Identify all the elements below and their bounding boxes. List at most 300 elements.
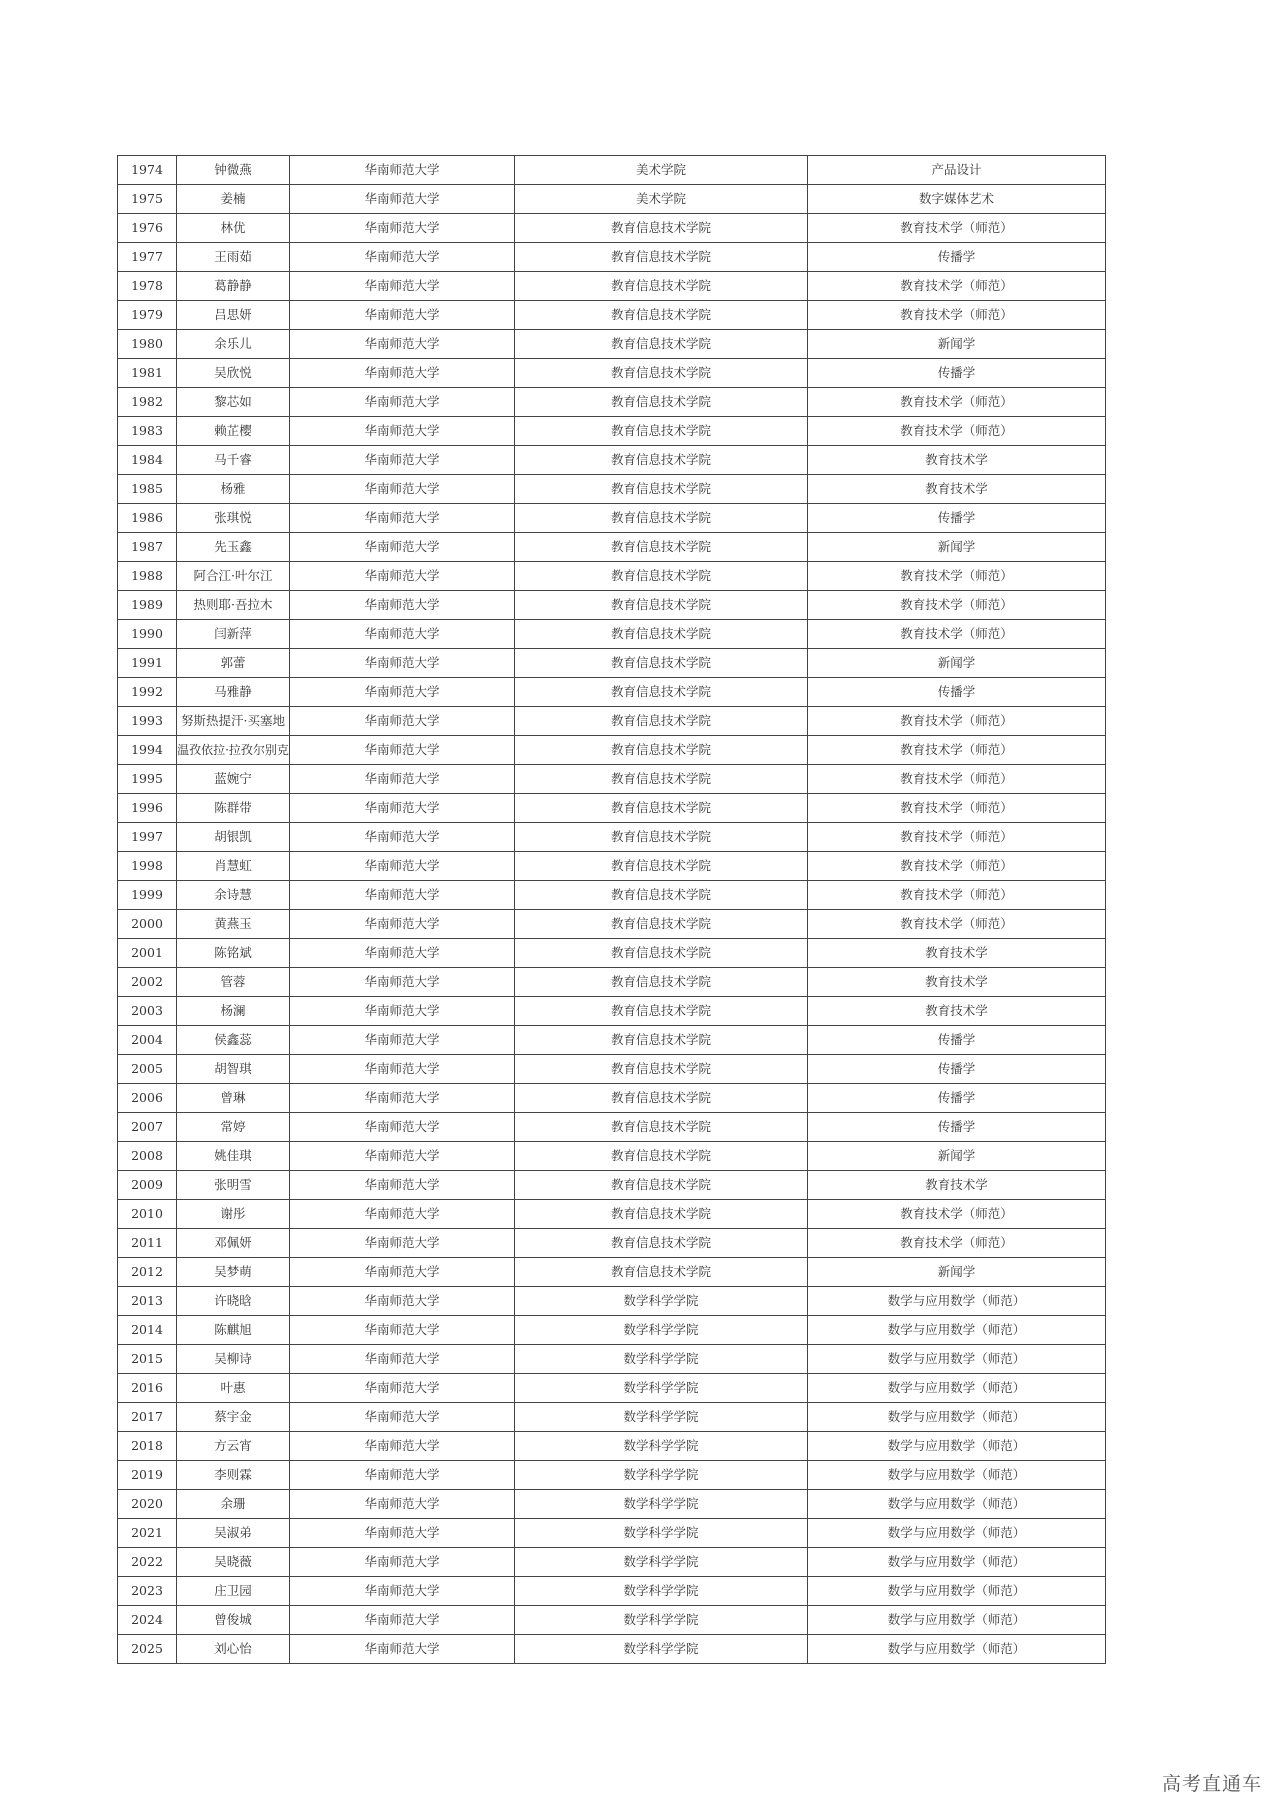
table-row (118, 591, 1106, 620)
row-number-cell: 1992 (118, 678, 177, 707)
row-number-cell: 2020 (118, 1490, 177, 1519)
major-name-cell: 新闻学 (808, 649, 1106, 678)
university-name-cell: 华南师范大学 (290, 1403, 515, 1432)
college-name-cell: 教育信息技术学院 (515, 881, 808, 910)
major-name-cell: 数字媒体艺术 (808, 185, 1106, 214)
student-name-cell: 陈铭斌 (177, 939, 290, 968)
major-name-cell: 教育技术学（师范） (808, 823, 1106, 852)
row-number-cell: 2024 (118, 1606, 177, 1635)
university-name-cell: 华南师范大学 (290, 736, 515, 765)
college-name-cell: 美术学院 (515, 156, 808, 185)
university-name-cell: 华南师范大学 (290, 330, 515, 359)
table-row (118, 156, 1106, 185)
college-name-cell: 教育信息技术学院 (515, 388, 808, 417)
student-name-cell: 余诗慧 (177, 881, 290, 910)
row-number-cell: 2003 (118, 997, 177, 1026)
major-name-cell: 传播学 (808, 1113, 1106, 1142)
college-name-cell: 教育信息技术学院 (515, 214, 808, 243)
table-row (118, 765, 1106, 794)
row-number-cell: 1989 (118, 591, 177, 620)
university-name-cell: 华南师范大学 (290, 504, 515, 533)
table-row (118, 1577, 1106, 1606)
row-number-cell: 1990 (118, 620, 177, 649)
student-name-cell: 张琪悦 (177, 504, 290, 533)
row-number-cell: 1977 (118, 243, 177, 272)
table-row (118, 1142, 1106, 1171)
college-name-cell: 教育信息技术学院 (515, 939, 808, 968)
major-name-cell: 传播学 (808, 504, 1106, 533)
major-name-cell: 教育技术学（师范） (808, 562, 1106, 591)
major-name-cell: 教育技术学 (808, 475, 1106, 504)
table-row (118, 446, 1106, 475)
table-row (118, 1374, 1106, 1403)
university-name-cell: 华南师范大学 (290, 272, 515, 301)
student-name-cell: 许晓晗 (177, 1287, 290, 1316)
major-name-cell: 教育技术学（师范） (808, 1229, 1106, 1258)
major-name-cell: 教育技术学（师范） (808, 214, 1106, 243)
college-name-cell: 教育信息技术学院 (515, 1113, 808, 1142)
university-name-cell: 华南师范大学 (290, 156, 515, 185)
college-name-cell: 数学科学学院 (515, 1635, 808, 1664)
major-name-cell: 传播学 (808, 243, 1106, 272)
college-name-cell: 教育信息技术学院 (515, 417, 808, 446)
table-row (118, 301, 1106, 330)
student-name-cell: 黄燕玉 (177, 910, 290, 939)
college-name-cell: 教育信息技术学院 (515, 910, 808, 939)
student-name-cell: 胡智琪 (177, 1055, 290, 1084)
table-row (118, 1403, 1106, 1432)
student-name-cell: 吴梦萌 (177, 1258, 290, 1287)
table-row (118, 1084, 1106, 1113)
table-row (118, 939, 1106, 968)
college-name-cell: 教育信息技术学院 (515, 243, 808, 272)
college-name-cell: 数学科学学院 (515, 1606, 808, 1635)
college-name-cell: 教育信息技术学院 (515, 1026, 808, 1055)
row-number-cell: 1978 (118, 272, 177, 301)
student-name-cell: 曾琳 (177, 1084, 290, 1113)
university-name-cell: 华南师范大学 (290, 707, 515, 736)
university-name-cell: 华南师范大学 (290, 1461, 515, 1490)
student-name-cell: 余珊 (177, 1490, 290, 1519)
major-name-cell: 传播学 (808, 1026, 1106, 1055)
table-row (118, 185, 1106, 214)
college-name-cell: 教育信息技术学院 (515, 852, 808, 881)
table-row (118, 1519, 1106, 1548)
student-list-table (117, 155, 1106, 1664)
major-name-cell: 教育技术学（师范） (808, 620, 1106, 649)
major-name-cell: 新闻学 (808, 330, 1106, 359)
college-name-cell: 教育信息技术学院 (515, 446, 808, 475)
student-name-cell: 马千睿 (177, 446, 290, 475)
table-row (118, 1606, 1106, 1635)
table-row (118, 1026, 1106, 1055)
table-row (118, 1461, 1106, 1490)
table-row (118, 823, 1106, 852)
college-name-cell: 教育信息技术学院 (515, 1258, 808, 1287)
college-name-cell: 教育信息技术学院 (515, 504, 808, 533)
student-name-cell: 林优 (177, 214, 290, 243)
college-name-cell: 教育信息技术学院 (515, 1200, 808, 1229)
major-name-cell: 数学与应用数学（师范） (808, 1287, 1106, 1316)
university-name-cell: 华南师范大学 (290, 1606, 515, 1635)
table-row (118, 1200, 1106, 1229)
row-number-cell: 1996 (118, 794, 177, 823)
college-name-cell: 美术学院 (515, 185, 808, 214)
major-name-cell: 教育技术学（师范） (808, 1200, 1106, 1229)
student-name-cell: 叶惠 (177, 1374, 290, 1403)
major-name-cell: 教育技术学 (808, 968, 1106, 997)
university-name-cell: 华南师范大学 (290, 1026, 515, 1055)
row-number-cell: 1982 (118, 388, 177, 417)
student-name-cell: 陈群带 (177, 794, 290, 823)
major-name-cell: 新闻学 (808, 1142, 1106, 1171)
student-name-cell: 吴晓薇 (177, 1548, 290, 1577)
table-row (118, 620, 1106, 649)
major-name-cell: 教育技术学 (808, 446, 1106, 475)
college-name-cell: 数学科学学院 (515, 1577, 808, 1606)
student-name-cell: 吴柳诗 (177, 1345, 290, 1374)
college-name-cell: 教育信息技术学院 (515, 301, 808, 330)
university-name-cell: 华南师范大学 (290, 475, 515, 504)
university-name-cell: 华南师范大学 (290, 243, 515, 272)
major-name-cell: 教育技术学（师范） (808, 852, 1106, 881)
row-number-cell: 2013 (118, 1287, 177, 1316)
university-name-cell: 华南师范大学 (290, 678, 515, 707)
major-name-cell: 数学与应用数学（师范） (808, 1490, 1106, 1519)
college-name-cell: 教育信息技术学院 (515, 1229, 808, 1258)
row-number-cell: 2005 (118, 1055, 177, 1084)
college-name-cell: 教育信息技术学院 (515, 649, 808, 678)
college-name-cell: 教育信息技术学院 (515, 1055, 808, 1084)
student-name-cell: 黎芯如 (177, 388, 290, 417)
student-name-cell: 阿合江·叶尔江 (177, 562, 290, 591)
table-row (118, 649, 1106, 678)
university-name-cell: 华南师范大学 (290, 1548, 515, 1577)
table-row (118, 1171, 1106, 1200)
college-name-cell: 数学科学学院 (515, 1287, 808, 1316)
student-name-cell: 先玉鑫 (177, 533, 290, 562)
university-name-cell: 华南师范大学 (290, 620, 515, 649)
university-name-cell: 华南师范大学 (290, 997, 515, 1026)
university-name-cell: 华南师范大学 (290, 388, 515, 417)
row-number-cell: 2025 (118, 1635, 177, 1664)
student-name-cell: 侯鑫蕊 (177, 1026, 290, 1055)
college-name-cell: 数学科学学院 (515, 1519, 808, 1548)
table-row (118, 1345, 1106, 1374)
row-number-cell: 1994 (118, 736, 177, 765)
table-row (118, 1548, 1106, 1577)
row-number-cell: 2022 (118, 1548, 177, 1577)
major-name-cell: 教育技术学（师范） (808, 707, 1106, 736)
university-name-cell: 华南师范大学 (290, 1287, 515, 1316)
student-name-cell: 方云宵 (177, 1432, 290, 1461)
student-name-cell: 李则霖 (177, 1461, 290, 1490)
student-name-cell: 闫新萍 (177, 620, 290, 649)
university-name-cell: 华南师范大学 (290, 1258, 515, 1287)
table-row (118, 910, 1106, 939)
major-name-cell: 数学与应用数学（师范） (808, 1577, 1106, 1606)
row-number-cell: 2004 (118, 1026, 177, 1055)
table-row (118, 707, 1106, 736)
table-row (118, 388, 1106, 417)
college-name-cell: 数学科学学院 (515, 1345, 808, 1374)
row-number-cell: 1984 (118, 446, 177, 475)
table-row (118, 968, 1106, 997)
row-number-cell: 1999 (118, 881, 177, 910)
row-number-cell: 1988 (118, 562, 177, 591)
row-number-cell: 1985 (118, 475, 177, 504)
university-name-cell: 华南师范大学 (290, 852, 515, 881)
student-name-cell: 温孜依拉·拉孜尔别克 (177, 736, 290, 765)
student-name-cell: 吴淑弟 (177, 1519, 290, 1548)
college-name-cell: 数学科学学院 (515, 1490, 808, 1519)
student-name-cell: 陈麒旭 (177, 1316, 290, 1345)
student-name-cell: 努斯热提汗·买塞地 (177, 707, 290, 736)
university-name-cell: 华南师范大学 (290, 301, 515, 330)
row-number-cell: 1983 (118, 417, 177, 446)
table-row (118, 1432, 1106, 1461)
college-name-cell: 教育信息技术学院 (515, 533, 808, 562)
university-name-cell: 华南师范大学 (290, 881, 515, 910)
college-name-cell: 数学科学学院 (515, 1316, 808, 1345)
university-name-cell: 华南师范大学 (290, 1577, 515, 1606)
major-name-cell: 数学与应用数学（师范） (808, 1316, 1106, 1345)
college-name-cell: 教育信息技术学院 (515, 765, 808, 794)
student-name-cell: 常婷 (177, 1113, 290, 1142)
student-name-cell: 赖芷樱 (177, 417, 290, 446)
major-name-cell: 数学与应用数学（师范） (808, 1432, 1106, 1461)
university-name-cell: 华南师范大学 (290, 214, 515, 243)
row-number-cell: 2010 (118, 1200, 177, 1229)
student-name-cell: 刘心怡 (177, 1635, 290, 1664)
university-name-cell: 华南师范大学 (290, 939, 515, 968)
student-name-cell: 蔡宇金 (177, 1403, 290, 1432)
college-name-cell: 教育信息技术学院 (515, 1171, 808, 1200)
row-number-cell: 2012 (118, 1258, 177, 1287)
university-name-cell: 华南师范大学 (290, 1171, 515, 1200)
university-name-cell: 华南师范大学 (290, 1200, 515, 1229)
university-name-cell: 华南师范大学 (290, 417, 515, 446)
university-name-cell: 华南师范大学 (290, 185, 515, 214)
student-name-cell: 杨雅 (177, 475, 290, 504)
college-name-cell: 教育信息技术学院 (515, 997, 808, 1026)
college-name-cell: 教育信息技术学院 (515, 272, 808, 301)
major-name-cell: 数学与应用数学（师范） (808, 1548, 1106, 1577)
student-name-cell: 葛静静 (177, 272, 290, 301)
college-name-cell: 教育信息技术学院 (515, 330, 808, 359)
row-number-cell: 1998 (118, 852, 177, 881)
student-name-cell: 姚佳琪 (177, 1142, 290, 1171)
student-name-cell: 谢彤 (177, 1200, 290, 1229)
row-number-cell: 1979 (118, 301, 177, 330)
table-body (118, 156, 1106, 1664)
table-row (118, 1287, 1106, 1316)
college-name-cell: 数学科学学院 (515, 1432, 808, 1461)
university-name-cell: 华南师范大学 (290, 562, 515, 591)
row-number-cell: 1986 (118, 504, 177, 533)
college-name-cell: 教育信息技术学院 (515, 794, 808, 823)
university-name-cell: 华南师范大学 (290, 968, 515, 997)
major-name-cell: 传播学 (808, 678, 1106, 707)
college-name-cell: 教育信息技术学院 (515, 562, 808, 591)
document-page (117, 155, 1105, 1664)
row-number-cell: 2006 (118, 1084, 177, 1113)
table-row (118, 1258, 1106, 1287)
table-row (118, 1229, 1106, 1258)
university-name-cell: 华南师范大学 (290, 359, 515, 388)
table-row (118, 359, 1106, 388)
row-number-cell: 2023 (118, 1577, 177, 1606)
student-name-cell: 郭蕾 (177, 649, 290, 678)
major-name-cell: 教育技术学（师范） (808, 272, 1106, 301)
student-name-cell: 热则耶·吾拉木 (177, 591, 290, 620)
table-row (118, 417, 1106, 446)
row-number-cell: 2017 (118, 1403, 177, 1432)
university-name-cell: 华南师范大学 (290, 1113, 515, 1142)
student-name-cell: 庄卫园 (177, 1577, 290, 1606)
university-name-cell: 华南师范大学 (290, 533, 515, 562)
university-name-cell: 华南师范大学 (290, 1345, 515, 1374)
major-name-cell: 教育技术学 (808, 1171, 1106, 1200)
college-name-cell: 教育信息技术学院 (515, 620, 808, 649)
student-name-cell: 余乐儿 (177, 330, 290, 359)
row-number-cell: 2011 (118, 1229, 177, 1258)
college-name-cell: 教育信息技术学院 (515, 678, 808, 707)
college-name-cell: 教育信息技术学院 (515, 1142, 808, 1171)
major-name-cell: 教育技术学（师范） (808, 301, 1106, 330)
student-name-cell: 曾俊城 (177, 1606, 290, 1635)
major-name-cell: 教育技术学（师范） (808, 910, 1106, 939)
row-number-cell: 2014 (118, 1316, 177, 1345)
table-row (118, 562, 1106, 591)
major-name-cell: 新闻学 (808, 533, 1106, 562)
row-number-cell: 1980 (118, 330, 177, 359)
major-name-cell: 数学与应用数学（师范） (808, 1403, 1106, 1432)
student-name-cell: 钟微燕 (177, 156, 290, 185)
university-name-cell: 华南师范大学 (290, 1142, 515, 1171)
table-row (118, 852, 1106, 881)
row-number-cell: 2001 (118, 939, 177, 968)
student-name-cell: 姜楠 (177, 185, 290, 214)
student-name-cell: 杨澜 (177, 997, 290, 1026)
student-name-cell: 胡银凯 (177, 823, 290, 852)
row-number-cell: 2021 (118, 1519, 177, 1548)
table-row (118, 475, 1106, 504)
row-number-cell: 2007 (118, 1113, 177, 1142)
major-name-cell: 数学与应用数学（师范） (808, 1519, 1106, 1548)
student-name-cell: 邓佩妍 (177, 1229, 290, 1258)
university-name-cell: 华南师范大学 (290, 1490, 515, 1519)
college-name-cell: 教育信息技术学院 (515, 1084, 808, 1113)
table-row (118, 272, 1106, 301)
college-name-cell: 教育信息技术学院 (515, 475, 808, 504)
college-name-cell: 教育信息技术学院 (515, 591, 808, 620)
college-name-cell: 教育信息技术学院 (515, 359, 808, 388)
table-row (118, 533, 1106, 562)
major-name-cell: 教育技术学（师范） (808, 736, 1106, 765)
university-name-cell: 华南师范大学 (290, 591, 515, 620)
major-name-cell: 数学与应用数学（师范） (808, 1461, 1106, 1490)
table-row (118, 1055, 1106, 1084)
university-name-cell: 华南师范大学 (290, 794, 515, 823)
college-name-cell: 数学科学学院 (515, 1403, 808, 1432)
table-row (118, 1490, 1106, 1519)
university-name-cell: 华南师范大学 (290, 1519, 515, 1548)
college-name-cell: 数学科学学院 (515, 1374, 808, 1403)
university-name-cell: 华南师范大学 (290, 446, 515, 475)
row-number-cell: 2000 (118, 910, 177, 939)
row-number-cell: 1987 (118, 533, 177, 562)
major-name-cell: 数学与应用数学（师范） (808, 1635, 1106, 1664)
row-number-cell: 1993 (118, 707, 177, 736)
table-row (118, 214, 1106, 243)
major-name-cell: 数学与应用数学（师范） (808, 1606, 1106, 1635)
university-name-cell: 华南师范大学 (290, 1084, 515, 1113)
university-name-cell: 华南师范大学 (290, 1229, 515, 1258)
university-name-cell: 华南师范大学 (290, 910, 515, 939)
major-name-cell: 传播学 (808, 1084, 1106, 1113)
university-name-cell: 华南师范大学 (290, 649, 515, 678)
major-name-cell: 教育技术学 (808, 939, 1106, 968)
row-number-cell: 2016 (118, 1374, 177, 1403)
table-row (118, 997, 1106, 1026)
table-row (118, 678, 1106, 707)
table-row (118, 881, 1106, 910)
table-row (118, 1635, 1106, 1664)
table-row (118, 794, 1106, 823)
table-row (118, 330, 1106, 359)
row-number-cell: 1981 (118, 359, 177, 388)
student-name-cell: 吴欣悦 (177, 359, 290, 388)
university-name-cell: 华南师范大学 (290, 1635, 515, 1664)
student-name-cell: 管蓉 (177, 968, 290, 997)
university-name-cell: 华南师范大学 (290, 1432, 515, 1461)
row-number-cell: 1997 (118, 823, 177, 852)
row-number-cell: 1976 (118, 214, 177, 243)
college-name-cell: 数学科学学院 (515, 1548, 808, 1577)
major-name-cell: 产品设计 (808, 156, 1106, 185)
college-name-cell: 教育信息技术学院 (515, 707, 808, 736)
student-name-cell: 王雨茹 (177, 243, 290, 272)
row-number-cell: 1975 (118, 185, 177, 214)
major-name-cell: 教育技术学（师范） (808, 417, 1106, 446)
student-name-cell: 吕思妍 (177, 301, 290, 330)
major-name-cell: 数学与应用数学（师范） (808, 1345, 1106, 1374)
row-number-cell: 2009 (118, 1171, 177, 1200)
major-name-cell: 教育技术学（师范） (808, 881, 1106, 910)
college-name-cell: 教育信息技术学院 (515, 968, 808, 997)
university-name-cell: 华南师范大学 (290, 765, 515, 794)
row-number-cell: 2015 (118, 1345, 177, 1374)
university-name-cell: 华南师范大学 (290, 1374, 515, 1403)
major-name-cell: 教育技术学（师范） (808, 591, 1106, 620)
table-row (118, 504, 1106, 533)
student-name-cell: 马雅静 (177, 678, 290, 707)
table-row (118, 243, 1106, 272)
table-row (118, 1113, 1106, 1142)
major-name-cell: 教育技术学（师范） (808, 794, 1106, 823)
major-name-cell: 传播学 (808, 359, 1106, 388)
college-name-cell: 教育信息技术学院 (515, 823, 808, 852)
university-name-cell: 华南师范大学 (290, 1316, 515, 1345)
major-name-cell: 教育技术学（师范） (808, 388, 1106, 417)
row-number-cell: 1974 (118, 156, 177, 185)
watermark: 高考直通车 (1161, 1773, 1262, 1795)
major-name-cell: 教育技术学 (808, 997, 1106, 1026)
row-number-cell: 1995 (118, 765, 177, 794)
row-number-cell: 2002 (118, 968, 177, 997)
major-name-cell: 传播学 (808, 1055, 1106, 1084)
